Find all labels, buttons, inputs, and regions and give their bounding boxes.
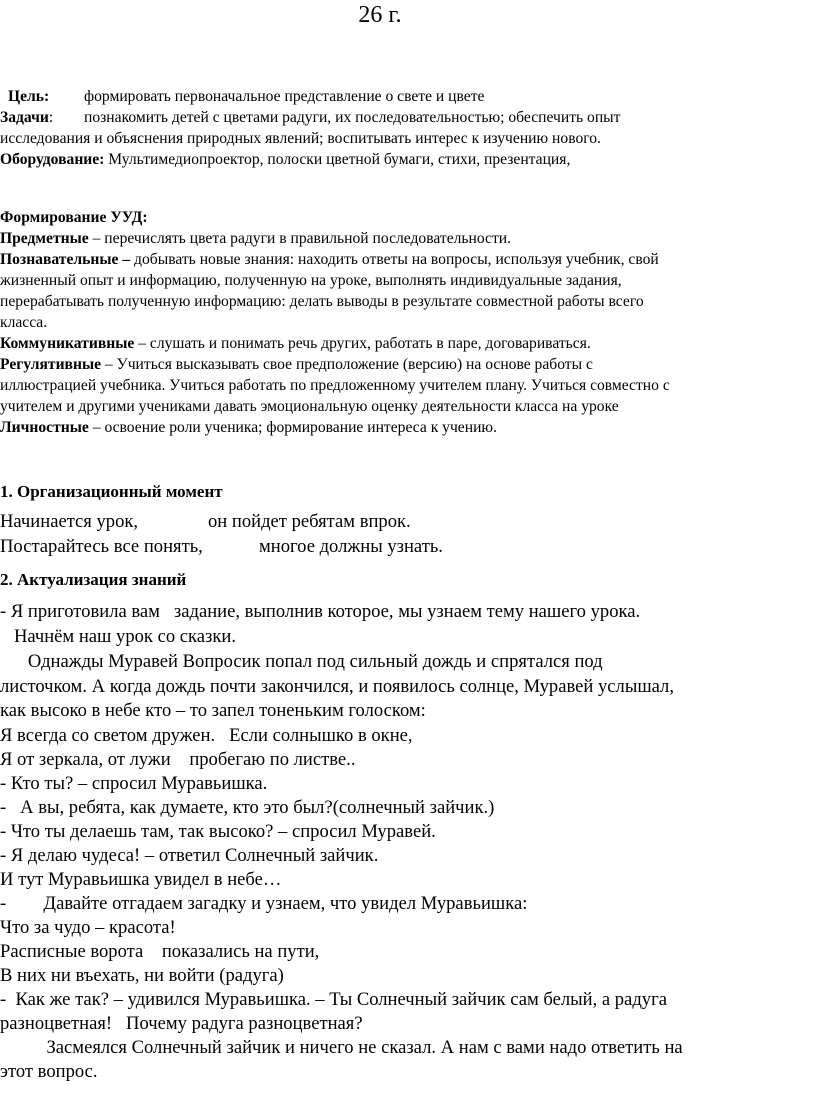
body-line: этот вопрос. — [0, 1061, 98, 1082]
body-line: - А вы, ребята, как думаете, кто это был?(солнечный зайчик.) — [0, 797, 495, 818]
body-line: Засмеялся Солнечный зайчик и ничего не сказал. А нам с вами надо ответить на — [0, 1037, 683, 1058]
body-line: - Кто ты? – спросил Муравьишка. — [0, 773, 268, 794]
body-line: - Как же так? – удивился Муравьишка. – Ты Солнечный зайчик сам белый, а радуга — [0, 989, 667, 1010]
uud-personal-text: – освоение роли ученика; формирование интереса к учению. — [88, 419, 497, 436]
uud-personal-line — [0, 419, 497, 437]
poem-line-2 — [0, 536, 443, 558]
poem-line-1-part2: он пойдет ребятам впрок. — [208, 511, 411, 532]
uud-regulatory-line2: иллюстрацией учебника. Учиться работать по предложенному учителем плану. Учиться совместно с — [0, 377, 670, 394]
body-line: Начнём наш урок со сказки. — [0, 626, 237, 647]
body-line: листочком. А когда дождь почти закончился, и появилось солнце, Муравей услышал, — [0, 676, 674, 697]
uud-regulatory-line3: учителем и другими учениками давать эмоциональную оценку деятельности класса на уроке — [0, 398, 619, 415]
body-line: Я всегда со светом дружен. Если солнышко в окне, — [0, 725, 413, 746]
uud-regulatory-line — [0, 356, 593, 374]
poem-line-2-part1: Постарайтесь все понять, — [0, 536, 203, 557]
body-line: - Давайте отгадаем загадку и узнаем, что увидел Муравьишка: — [0, 893, 528, 914]
page-header-year: 26 г. — [358, 2, 402, 28]
body-line: Что за чудо – красота! — [0, 917, 176, 938]
uud-cognitive-line3: перерабатывать полученную информацию: делать выводы в результате совместной работы всего — [0, 293, 644, 310]
equipment-text: Мультимедиопроектор, полоски цветной бумаги, стихи, презентация, — [104, 151, 571, 168]
section2-heading: 2. Актуализация знаний — [0, 570, 187, 589]
uud-heading: Формирование УУД: — [0, 209, 148, 226]
equipment-label: Оборудование: — [0, 151, 105, 168]
uud-subject-text: – перечислять цвета радуги в правильной последовательности. — [88, 230, 512, 247]
body-line: Однажды Муравей Вопросик попал под сильный дождь и спрятался под — [0, 651, 603, 672]
goal-text: формировать первоначальное представление о свете и цвете — [84, 88, 485, 105]
uud-communicative-line — [0, 335, 591, 353]
uud-personal-label: Личностные — [0, 419, 89, 436]
equipment-line — [0, 151, 570, 169]
tasks-text-line2: исследования и объяснения природных явлений; воспитывать интерес к изучению нового. — [0, 130, 601, 147]
uud-subject-label: Предметные — [0, 230, 89, 247]
poem-line-1-part1: Начинается урок, — [0, 511, 139, 532]
body-line: - Я делаю чудеса! – ответил Солнечный зайчик. — [0, 845, 379, 866]
body-line: - Я приготовила вам задание, выполнив которое, мы узнаем тему нашего урока. — [0, 601, 641, 622]
tasks-text: познакомить детей с цветами радуги, их последовательностью; обеспечить опыт — [84, 109, 621, 126]
uud-cognitive-text: добывать новые знания: находить ответы на вопросы, используя учебник, свой — [130, 251, 659, 268]
body-line: - Что ты делаешь там, так высоко? – спросил Муравей. — [0, 821, 436, 842]
goal-label: Цель: — [8, 88, 50, 105]
uud-cognitive-line2: жизненный опыт и информацию, полученную на уроке, выполнять индивидуальные задания, — [0, 272, 622, 289]
tasks-line — [0, 109, 621, 127]
poem-line-1 — [0, 511, 411, 533]
body-line: Расписные ворота показались на пути, — [0, 941, 320, 962]
uud-communicative-text: – слушать и понимать речь других, работать в паре, договариваться. — [134, 335, 591, 352]
uud-cognitive-line — [0, 251, 659, 269]
goal-line — [0, 88, 485, 106]
uud-cognitive-line4: класса. — [0, 314, 48, 331]
uud-subject-line — [0, 230, 511, 248]
body-line: В них ни въехать, ни войти (радуга) — [0, 965, 284, 986]
tasks-colon: : — [48, 109, 54, 126]
body-line: разноцветная! Почему радуга разноцветная? — [0, 1013, 363, 1034]
uud-regulatory-text: – Учиться высказывать свое предположение (версию) на основе работы с — [101, 356, 593, 373]
uud-communicative-label: Коммуникативные — [0, 335, 135, 352]
poem-line-2-part2: многое должны узнать. — [259, 536, 443, 557]
uud-regulatory-label: Регулятивные — [0, 356, 102, 373]
body-line: И тут Муравьишка увидел в небе… — [0, 869, 282, 890]
body-line: как высоко в небе кто – то запел тоненьким голоском: — [0, 700, 426, 721]
section1-heading: 1. Организационный момент — [0, 482, 223, 501]
uud-cognitive-label: Познавательные – — [0, 251, 131, 268]
body-line: Я от зеркала, от лужи пробегаю по листве.. — [0, 749, 356, 770]
tasks-label: Задачи — [0, 109, 49, 126]
